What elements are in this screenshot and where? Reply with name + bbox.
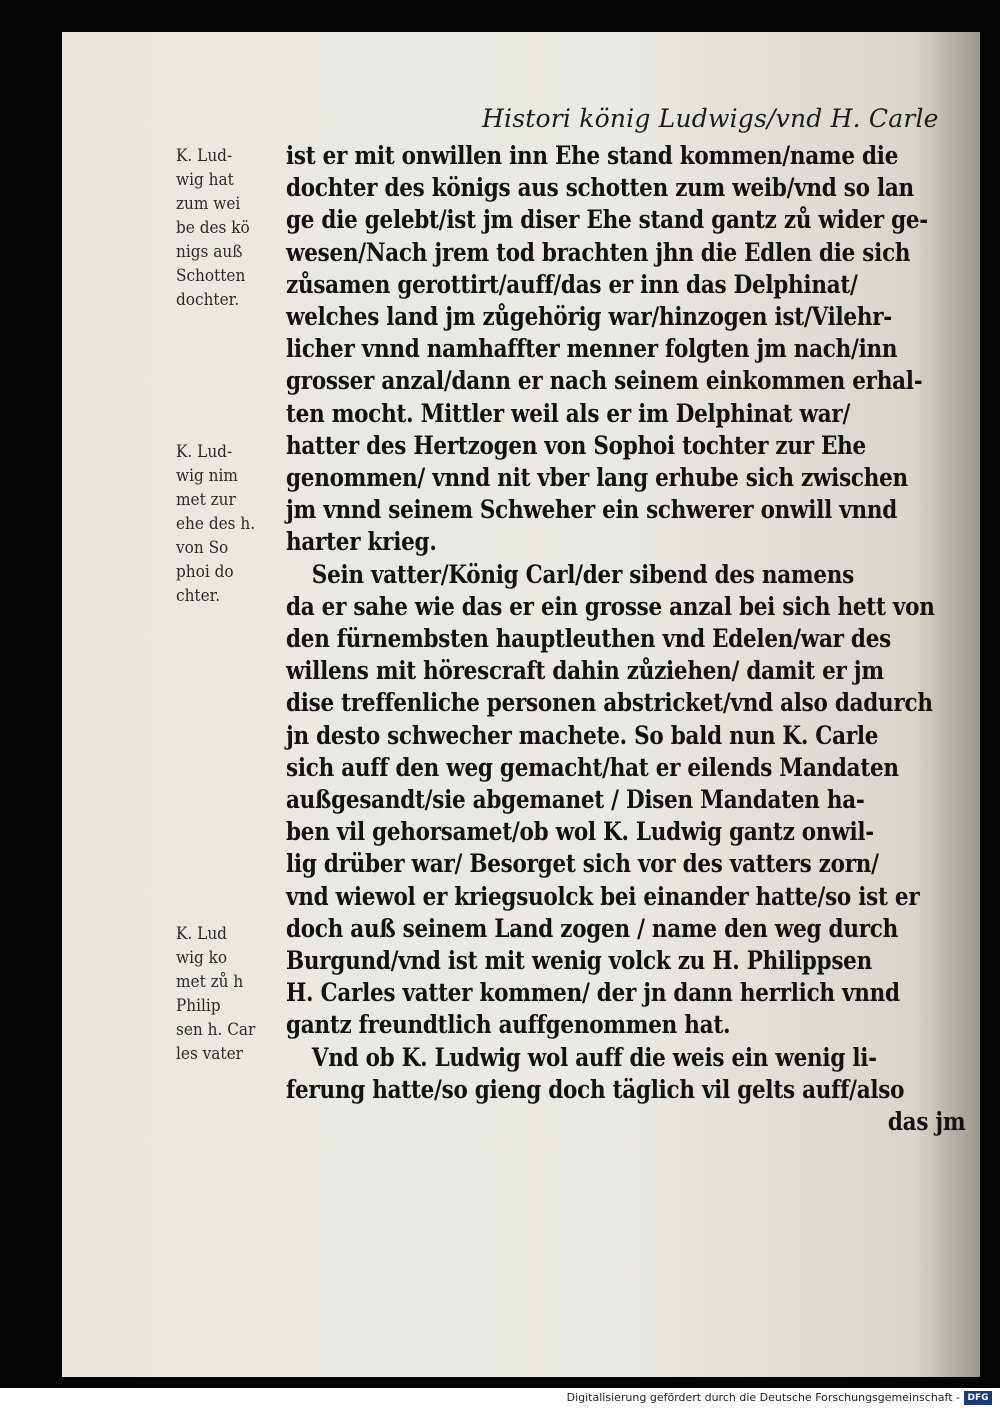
text-line: da er sahe wie das er ein grosse anzal bei sich hett von	[286, 591, 935, 621]
marginal-line: les vater	[176, 1044, 243, 1064]
body-text	[286, 140, 966, 1138]
text-line: ferung hatte/so gieng doch täglich vil gelts auff/also	[286, 1074, 905, 1104]
marginal-note-3	[176, 922, 266, 1066]
text-line: ist er mit onwillen inn Ehe stand kommen/name die	[286, 141, 899, 170]
marginal-line: zum wei	[176, 194, 241, 214]
text-line: licher vnnd namhaffter menner folgten jm nach/inn	[286, 334, 898, 364]
catchword: das jm	[887, 1107, 966, 1137]
marginal-line: dochter.	[176, 290, 240, 310]
text-line: sich auff den weg gemacht/hat er eilends Mandaten	[286, 752, 899, 782]
text-line: willens mit hörescraft dahin zůziehen/ damit er jm	[286, 656, 884, 686]
text-line: ben vil gehorsamet/ob wol K. Ludwig gantz onwil-	[286, 817, 874, 847]
marginal-line: be des kö	[176, 218, 250, 238]
funding-credit: Digitalisierung gefördert durch die Deutsche Forschungsgemeinschaft -	[566, 1391, 960, 1404]
marginal-line: Philip	[176, 996, 221, 1016]
text-line: Sein vatter/König Carl/der sibend des namens	[311, 559, 855, 589]
marginal-note-2	[176, 440, 266, 608]
text-line: Vnd ob K. Ludwig wol auff die weis ein wenig li-	[311, 1042, 877, 1072]
text-line: H. Carles vatter kommen/ der jn dann herrlich vnnd	[286, 978, 900, 1008]
text-line: außgesandt/sie abgemanet / Disen Mandaten ha-	[286, 785, 865, 815]
text-line: ge die gelebt/ist jm diser Ehe stand gantz zů wider ge-	[286, 205, 928, 235]
text-line: dochter des königs aus schotten zum weib/vnd so lan	[286, 173, 914, 203]
text-line: genommen/ vnnd nit vber lang erhube sich zwischen	[286, 463, 908, 493]
book-page	[62, 32, 980, 1377]
text-line: gantz freundtlich auffgenommen hat.	[286, 1010, 731, 1040]
marginal-line: Schotten	[176, 266, 246, 286]
text-line: zůsamen gerottirt/auff/das er inn das Delphinat/	[286, 269, 858, 299]
marginal-line: wig hat	[176, 170, 234, 190]
marginal-line: wig nim	[176, 466, 238, 486]
marginal-line: K. Lud-	[176, 146, 233, 166]
marginal-line: met zur	[176, 490, 236, 510]
text-line: wesen/Nach jrem tod brachten jhn die Edlen die sich	[286, 237, 911, 267]
text-line: welches land jm zůgehörig war/hinzogen ist/Vilehr-	[286, 302, 892, 332]
text-line: dise treffenliche personen abstricket/vnd also dadurch	[286, 688, 933, 718]
dfg-logo-icon[interactable]: DFG	[964, 1391, 992, 1405]
marginal-line: wig ko	[176, 948, 228, 968]
running-head: Histori könig Ludwigs/vnd H. Carle	[482, 104, 939, 133]
marginal-line: K. Lud-	[176, 442, 233, 462]
text-line: ten mocht. Mittler weil als er im Delphinat war/	[286, 398, 851, 428]
marginal-line: von So	[176, 538, 229, 558]
marginal-line: chter.	[176, 586, 221, 606]
text-line: hatter des Hertzogen von Sophoi tochter zur Ehe	[286, 430, 866, 460]
text-line: vnd wiewol er kriegsuolck bei einander hatte/so ist er	[286, 881, 920, 911]
marginal-line: K. Lud	[176, 924, 227, 944]
text-line: jm vnnd seinem Schweher ein schwerer onwill vnnd	[286, 495, 898, 525]
text-line: den fürnembsten hauptleuthen vnd Edelen/war des	[286, 624, 891, 654]
marginal-line: ehe des h.	[176, 514, 256, 534]
page-surface	[62, 32, 980, 1377]
text-line: harter krieg.	[286, 527, 437, 557]
text-line: jn desto schwecher machete. So bald nun K. Carle	[286, 720, 879, 750]
text-line: grosser anzal/dann er nach seinem einkommen erhal-	[286, 366, 923, 396]
marginal-line: sen h. Car	[176, 1020, 256, 1040]
marginal-line: met zů h	[176, 972, 244, 992]
marginal-line: phoi do	[176, 562, 234, 582]
footer-bar	[0, 1388, 1000, 1410]
marginal-line: nigs auß	[176, 242, 243, 262]
marginal-note-1	[176, 144, 266, 312]
text-line: doch auß seinem Land zogen / name den weg durch	[286, 913, 898, 943]
text-line: lig drüber war/ Besorget sich vor des vatters zorn/	[286, 849, 879, 879]
text-line: Burgund/vnd ist mit wenig volck zu H. Philippsen	[286, 946, 872, 976]
